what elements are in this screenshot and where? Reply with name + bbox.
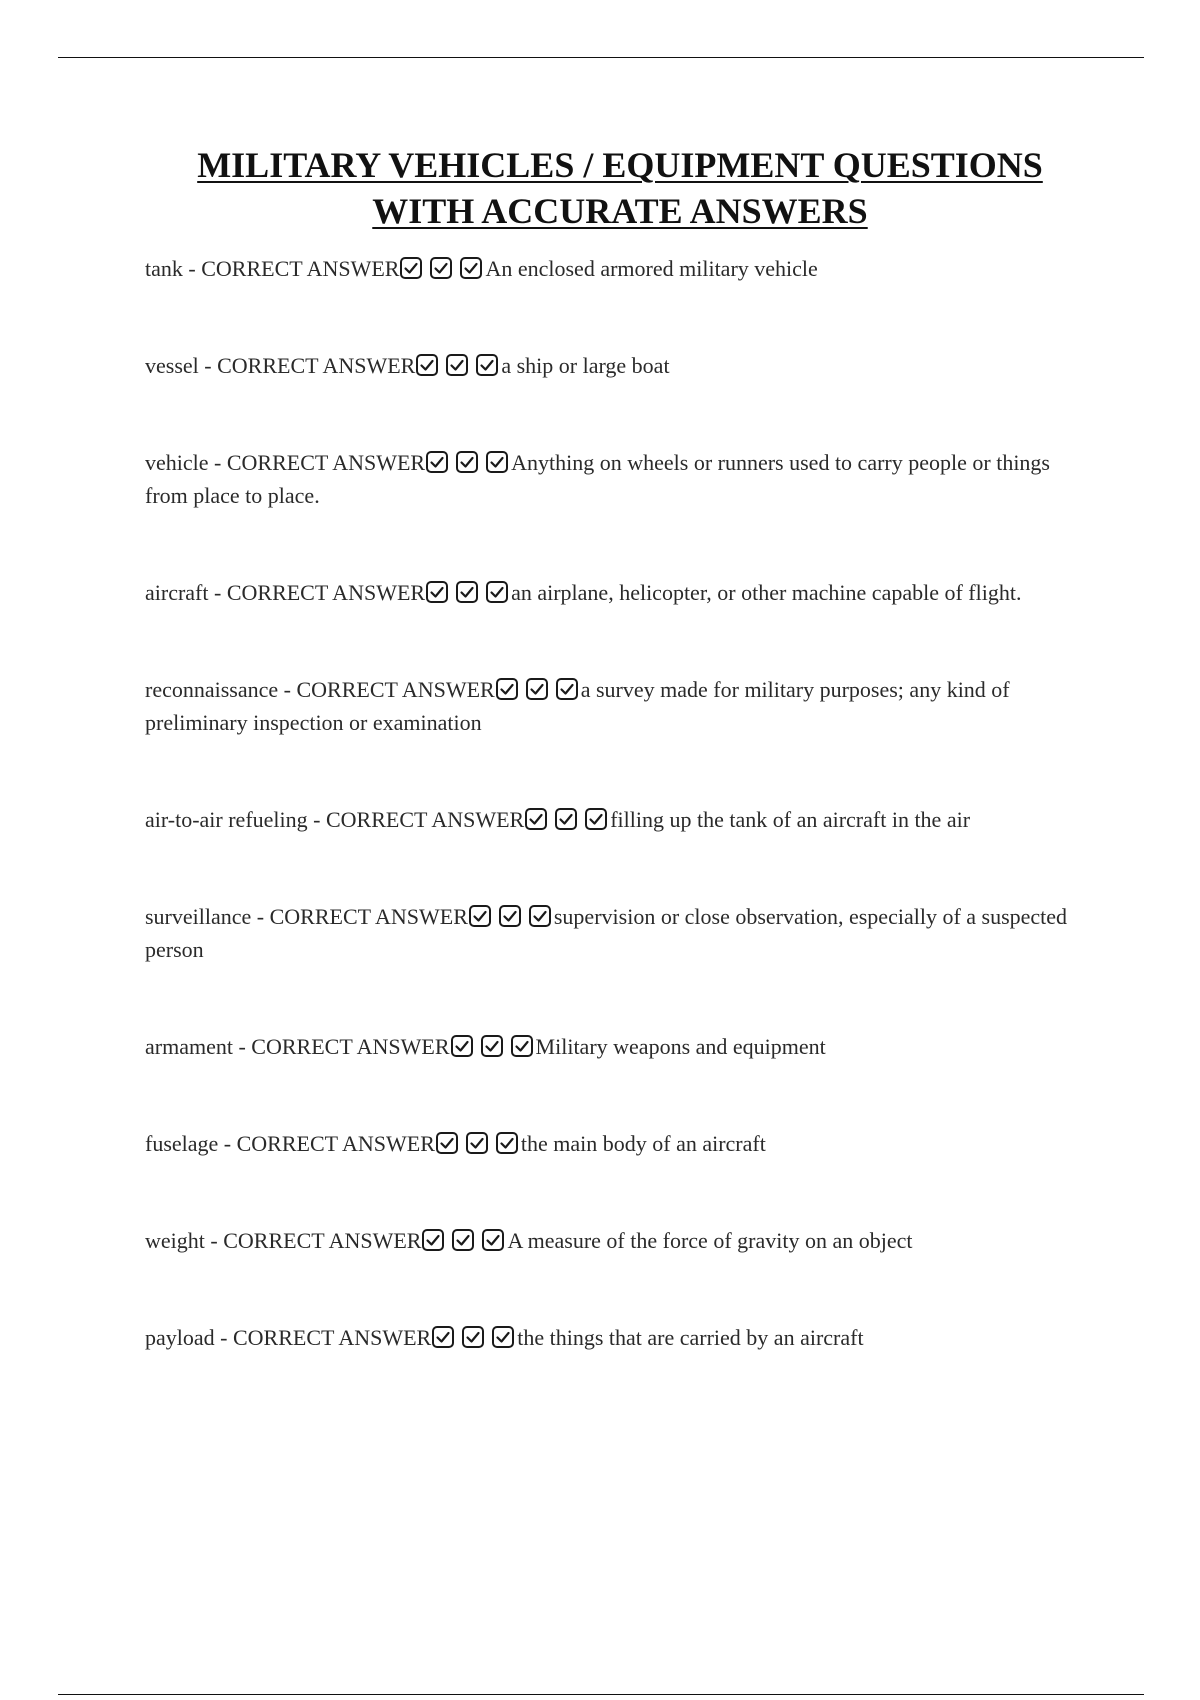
check-marks xyxy=(495,673,581,706)
check-marks xyxy=(468,900,554,933)
qa-list xyxy=(145,252,1095,1418)
correct-answer-label: CORRECT ANSWER xyxy=(236,1131,435,1156)
qa-definition: a ship or large boat xyxy=(501,353,670,378)
qa-item xyxy=(145,803,1095,836)
check-box-icon xyxy=(528,904,552,928)
qa-definition: Military weapons and equipment xyxy=(535,1034,826,1059)
correct-answer-label: CORRECT ANSWER xyxy=(223,1228,422,1253)
qa-definition: supervision or close observation, especially of a suspected person xyxy=(145,904,1068,962)
qa-separator: - xyxy=(307,807,326,832)
top-divider xyxy=(58,57,1144,58)
title-line-2: WITH ACCURATE ANSWERS xyxy=(372,191,868,231)
check-box-icon xyxy=(415,353,439,377)
correct-answer-label: CORRECT ANSWER xyxy=(269,904,468,929)
qa-term: air-to-air refueling xyxy=(145,807,308,832)
qa-term: tank xyxy=(145,256,183,281)
qa-definition: the main body of an aircraft xyxy=(520,1131,766,1156)
correct-answer-label: CORRECT ANSWER xyxy=(296,677,495,702)
qa-separator: - xyxy=(204,1228,224,1253)
qa-definition: Anything on wheels or runners used to carry people or things from place to place. xyxy=(145,450,1050,508)
check-marks xyxy=(431,1321,517,1354)
check-box-icon xyxy=(480,1034,504,1058)
qa-definition: a survey made for military purposes; any kind of preliminary inspection or examination xyxy=(145,677,1010,735)
correct-answer-label: CORRECT ANSWER xyxy=(325,807,525,832)
check-box-icon xyxy=(481,1228,505,1252)
qa-term: fuselage xyxy=(145,1131,219,1156)
qa-term: vessel xyxy=(145,353,199,378)
qa-definition: an airplane, helicopter, or other machine capable of flight. xyxy=(511,580,1022,605)
check-box-icon xyxy=(450,1034,474,1058)
qa-item xyxy=(145,349,1095,382)
qa-item xyxy=(145,900,1095,966)
check-box-icon xyxy=(485,450,509,474)
qa-separator: - xyxy=(208,580,227,605)
check-box-icon xyxy=(431,1325,455,1349)
check-marks xyxy=(524,803,610,836)
correct-answer-label: CORRECT ANSWER xyxy=(251,1034,450,1059)
qa-separator: - xyxy=(208,450,227,475)
check-box-icon xyxy=(445,353,469,377)
qa-term: vehicle xyxy=(145,450,209,475)
qa-item xyxy=(145,1030,1095,1063)
check-box-icon xyxy=(465,1131,489,1155)
check-box-icon xyxy=(435,1131,459,1155)
check-box-icon xyxy=(498,904,522,928)
qa-separator: - xyxy=(182,256,202,281)
check-box-icon xyxy=(425,450,449,474)
qa-definition: An enclosed armored military vehicle xyxy=(485,256,818,281)
qa-item xyxy=(145,1224,1095,1257)
check-box-icon xyxy=(485,580,509,604)
check-marks xyxy=(415,349,501,382)
check-box-icon xyxy=(421,1228,445,1252)
check-box-icon xyxy=(461,1325,485,1349)
check-box-icon xyxy=(475,353,499,377)
qa-definition: the things that are carried by an aircraft xyxy=(517,1325,864,1350)
qa-item xyxy=(145,446,1095,512)
qa-separator: - xyxy=(198,353,218,378)
check-box-icon xyxy=(451,1228,475,1252)
correct-answer-label: CORRECT ANSWER xyxy=(226,450,426,475)
check-box-icon xyxy=(455,450,479,474)
check-box-icon xyxy=(495,1131,519,1155)
qa-definition: filling up the tank of an aircraft in the air xyxy=(610,807,971,832)
correct-answer-label: CORRECT ANSWER xyxy=(232,1325,432,1350)
check-box-icon xyxy=(524,807,548,831)
correct-answer-label: CORRECT ANSWER xyxy=(217,353,416,378)
qa-term: weight xyxy=(145,1228,205,1253)
qa-term: armament xyxy=(145,1034,233,1059)
qa-term: payload xyxy=(145,1325,215,1350)
qa-item xyxy=(145,1127,1095,1160)
title-line-1: MILITARY VEHICLES / EQUIPMENT QUESTIONS xyxy=(197,145,1043,185)
check-box-icon xyxy=(429,256,453,280)
qa-item xyxy=(145,673,1095,739)
check-box-icon xyxy=(425,580,449,604)
check-marks xyxy=(435,1127,521,1160)
qa-separator: - xyxy=(214,1325,233,1350)
qa-separator: - xyxy=(232,1034,252,1059)
qa-separator: - xyxy=(218,1131,237,1156)
qa-item xyxy=(145,252,1095,285)
check-marks xyxy=(425,576,511,609)
check-box-icon xyxy=(584,807,608,831)
qa-definition: A measure of the force of gravity on an object xyxy=(507,1228,913,1253)
bottom-divider xyxy=(58,1694,1144,1695)
check-box-icon xyxy=(455,580,479,604)
correct-answer-label: CORRECT ANSWER xyxy=(226,580,426,605)
correct-answer-label: CORRECT ANSWER xyxy=(201,256,400,281)
page-title xyxy=(80,142,1160,234)
check-box-icon xyxy=(491,1325,515,1349)
qa-term: aircraft xyxy=(145,580,209,605)
check-marks xyxy=(450,1030,536,1063)
qa-separator: - xyxy=(278,677,297,702)
qa-item xyxy=(145,576,1095,609)
check-box-icon xyxy=(525,677,549,701)
qa-item xyxy=(145,1321,1095,1354)
check-box-icon xyxy=(468,904,492,928)
check-box-icon xyxy=(459,256,483,280)
qa-term: reconnaissance xyxy=(145,677,279,702)
check-box-icon xyxy=(399,256,423,280)
check-box-icon xyxy=(554,807,578,831)
qa-term: surveillance xyxy=(145,904,252,929)
check-marks xyxy=(425,446,511,479)
check-box-icon xyxy=(495,677,519,701)
check-marks xyxy=(399,252,485,285)
check-box-icon xyxy=(555,677,579,701)
check-box-icon xyxy=(510,1034,534,1058)
qa-separator: - xyxy=(251,904,270,929)
check-marks xyxy=(421,1224,507,1257)
